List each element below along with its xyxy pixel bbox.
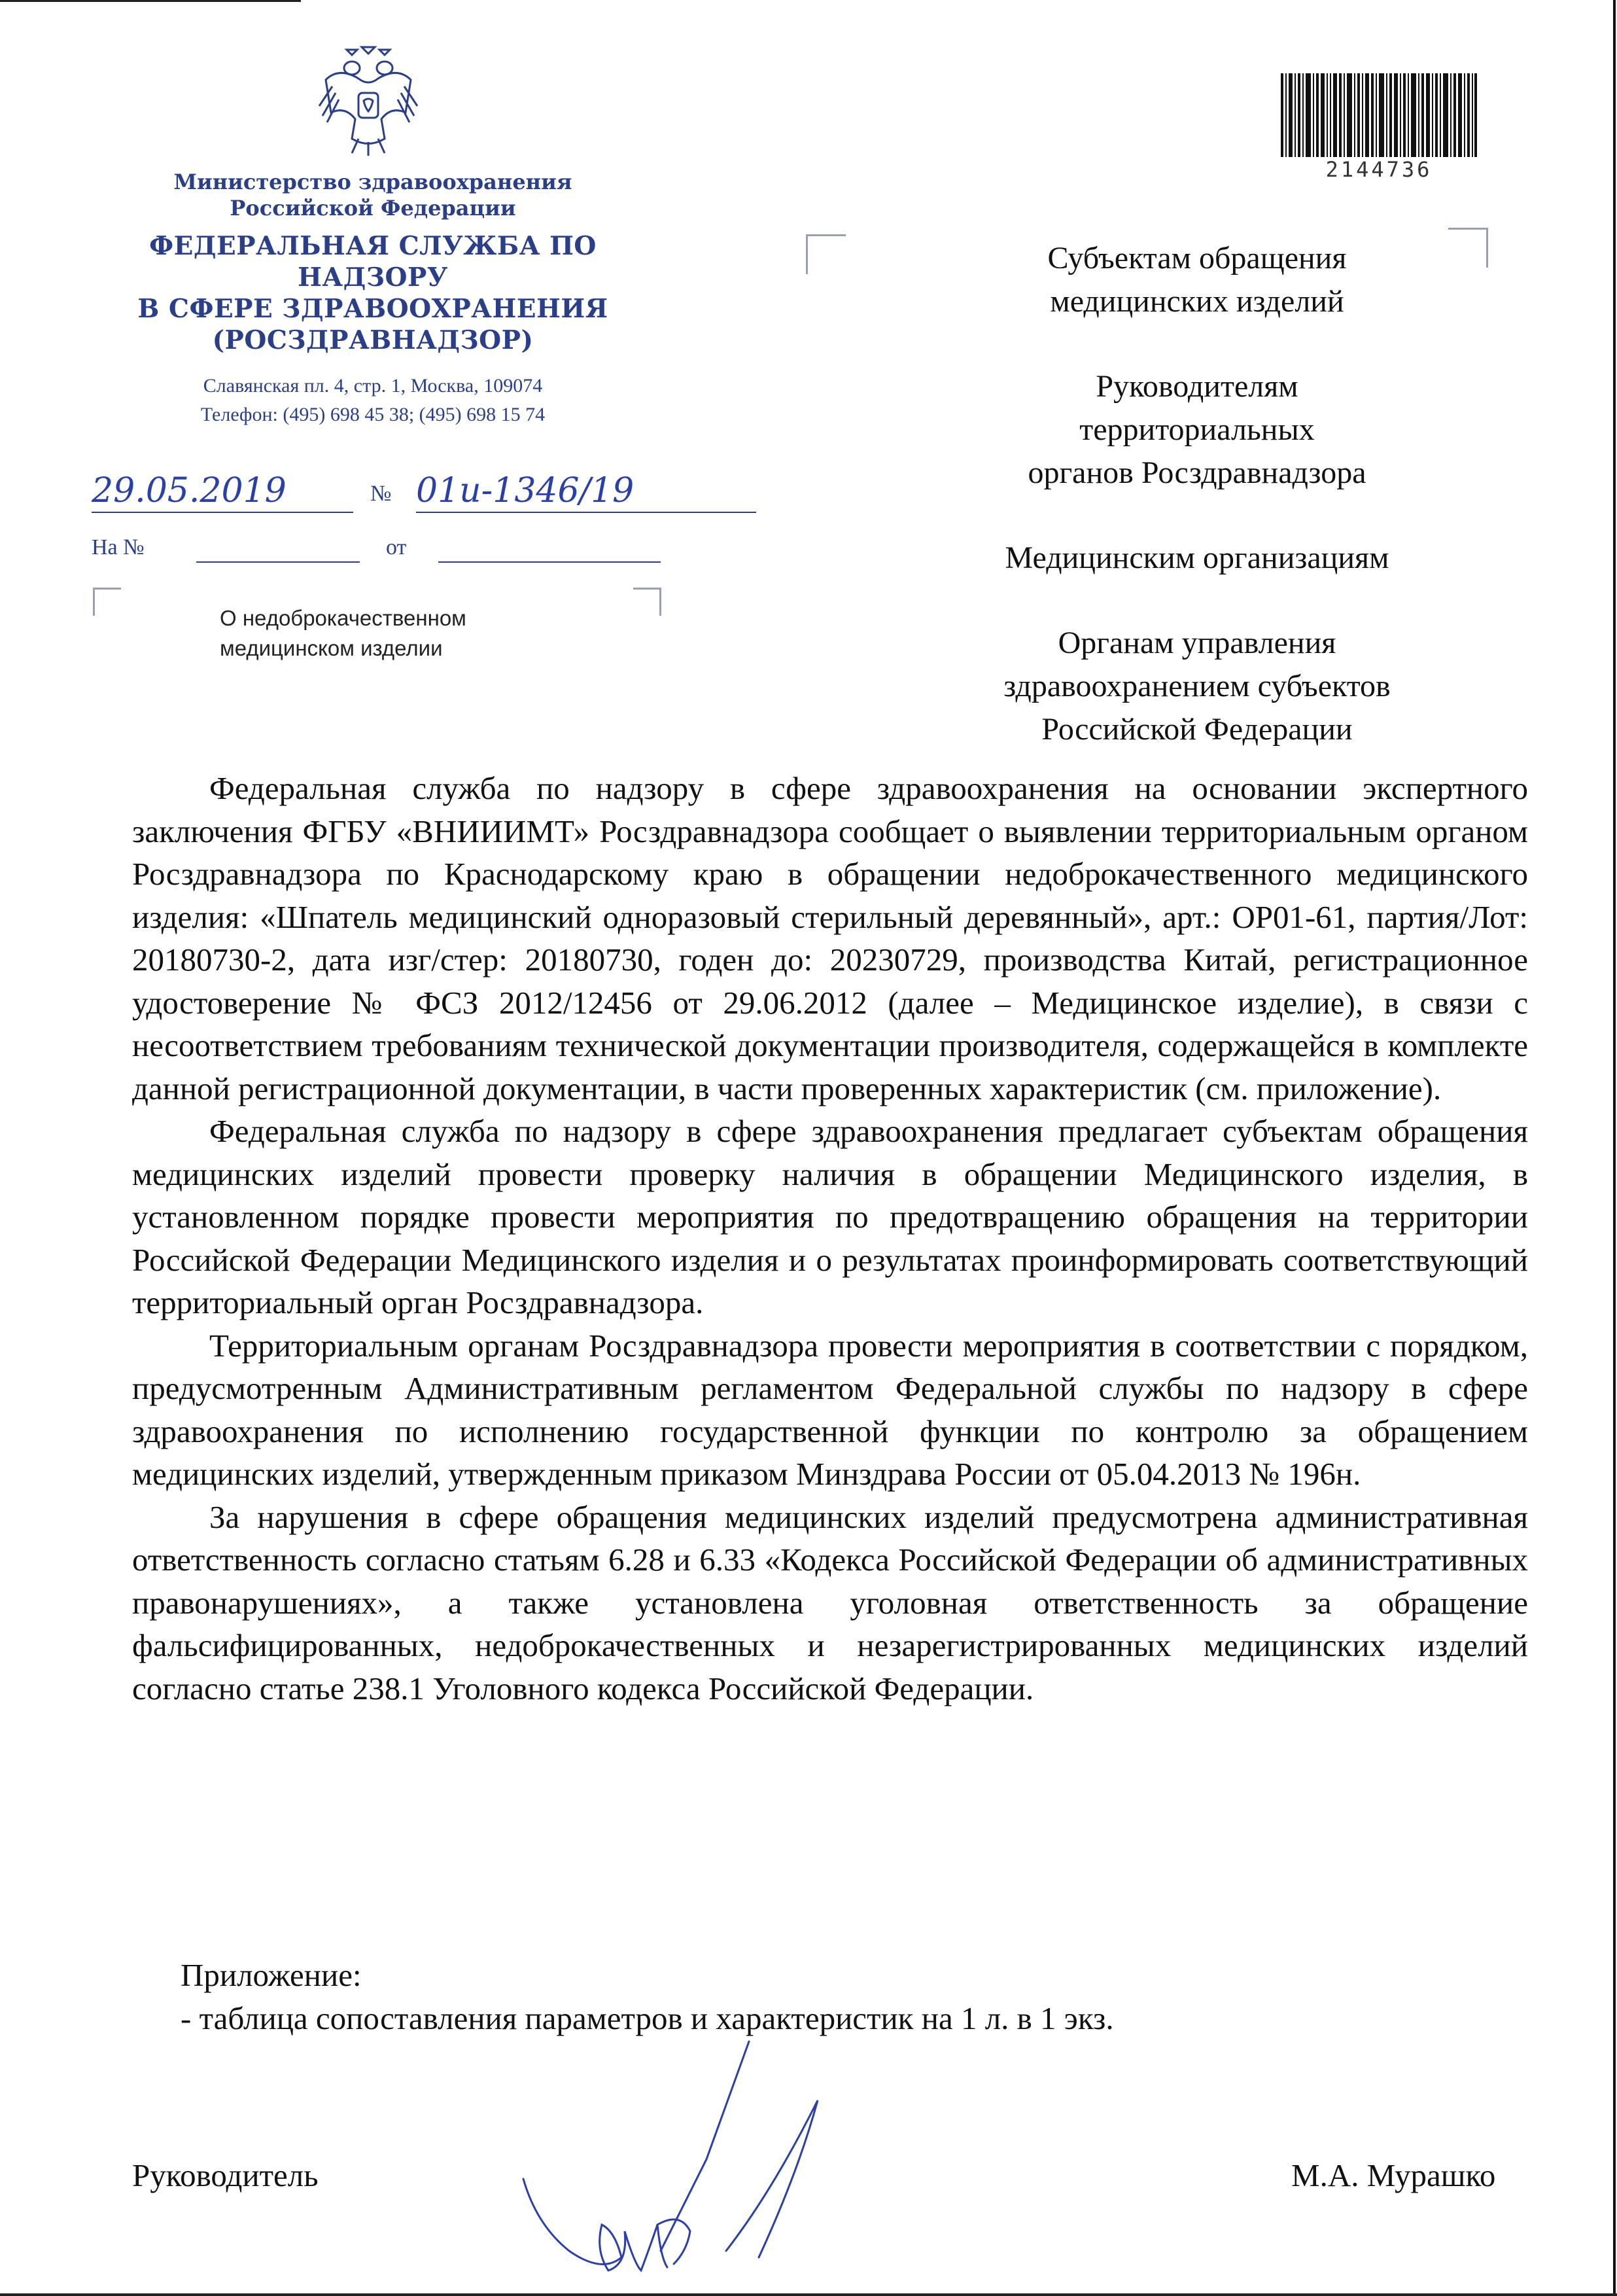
recipient-line: территориальных [1079,412,1315,447]
subject-line-1: О недоброкачественном [220,606,466,630]
ministry-line-1: Министерство здравоохранения [173,169,572,194]
service-name [72,230,674,356]
registration-number: 01и-1346/19 [416,471,635,510]
barcode-icon [1281,73,1477,157]
reference-date-label: от [386,535,407,559]
handwritten-signature-icon [510,2015,877,2290]
recipient-line: Российской Федерации [1041,712,1353,747]
subject-line-2: медицинском изделии [220,636,443,660]
scan-edge-right [1613,0,1616,2296]
phone-line: Телефон: (495) 698 45 38; (495) 698 15 74 [200,404,546,425]
recipients-block [903,237,1491,793]
barcode-number: 2144736 [1325,157,1433,182]
attachment-item: - таблица сопоставления параметров и характеристик на 1 л. в 1 экз. [181,2000,1114,2036]
recipient-line: медицинских изделий [1050,284,1344,319]
recipient-group [903,622,1491,751]
body-paragraph: За нарушения в сфере обращения медицинских изделий предусмотрена административная ответственность согласно статьям 6.28 и 6.33 «Кодекса Российской Федерации об административных правонарушениях», а также установлена уголовная ответственность за обращение фальсифицированных, недоброкачественных и незарегистрированных медицинских изделий согласно статье 238.1 Уголовного кодекса Российской Федерации. [132,1498,1528,1706]
corner-mark [633,588,661,616]
recipient-group [903,537,1491,580]
recipient-line: Органам управления [1058,626,1336,660]
scan-edge-top [0,0,301,2]
scan-edge-bottom [0,2293,1617,2296]
recipient-line: Субъектам обращения [1047,241,1347,275]
ministry-name [150,169,595,221]
date-underline [92,512,353,513]
body-paragraph: Федеральная служба по надзору в сфере здравоохранения предлагает субъектам обращения медицинских изделий провести проверку наличия в обращении Медицинского изделия, в установленном порядке провести мероприятия по предотвращению обращения на территории Российской Федерации Медицинского изделия и о результатах проинформировать соответствующий территориальный орган Росздравнадзора. [132,1113,1528,1320]
recipient-line: здравоохранением субъектов [1003,669,1391,703]
reference-number-label: На № [92,535,145,559]
recipient-line: Руководителям [1096,369,1298,404]
service-line-1: ФЕДЕРАЛЬНАЯ СЛУЖБА ПО НАДЗОРУ [149,231,597,292]
letter-body [132,767,1528,1710]
corner-mark [806,234,846,274]
body-paragraph: Территориальным органам Росздравнадзора провести мероприятия в соответствии с порядком, предусмотренным Административным регламентом Федеральной службы по надзору в сфере здравоохранения по исполнению государственной функции по контролю за обращением медицинских изделий, утвержденным приказом Минздрава России от 05.04.2013 № 196н. [132,1327,1528,1492]
recipient-line: Медицинским организациям [1005,540,1389,575]
attachment-title: Приложение: [181,1957,362,1993]
body-paragraph: Федеральная служба по надзору в сфере здравоохранения на основании экспертного заключения ФГБУ «ВНИИИМТ» Росздравнадзора сообщает о выявлении территориальным органом Росздравнадзора по Краснодарскому краю в обращении недоброкачественного медицинского изделия: «Шпатель медицинский одноразовый стерильный деревянный», арт.: ОР01-61, партия/Лот: 20180730-2, дата изг/стер: 20180730, годен до: 20230729, производства Китай, регистрационное удостоверение № ФСЗ 2012/12456 от 29.06.2012 (далее – Медицинское изделие), в связи с несоответствием требованиям технической документации производителя, содержащейся в комплекте данной регистрационной документации, в части проверенных характеристик (см. приложение). [132,770,1528,1106]
recipient-group [903,237,1491,323]
recipient-group [903,365,1491,495]
signatory-name: М.А. Мурашко [1291,2157,1496,2193]
registration-date: 29.05.2019 [92,471,287,510]
reference-line [92,535,667,568]
address-block [118,372,628,429]
coat-of-arms-icon [313,41,424,158]
corner-mark [93,588,121,616]
number-sign: № [370,482,392,506]
recipient-line: органов Росздравнадзора [1028,455,1366,490]
ministry-line-2: Российской Федерации [230,196,516,221]
signatory-role: Руководитель [132,2157,319,2193]
number-underline [416,512,756,513]
subject-line [220,603,612,663]
service-line-2: В СФЕРЕ ЗДРАВООХРАНЕНИЯ [137,294,608,324]
reference-number-blank [196,561,360,563]
service-line-3: (РОСЗДРАВНАДЗОР) [212,325,534,355]
reference-date-blank [438,561,661,563]
address-line: Славянская пл. 4, стр. 1, Москва, 109074 [203,375,543,397]
registration-line [92,471,752,517]
